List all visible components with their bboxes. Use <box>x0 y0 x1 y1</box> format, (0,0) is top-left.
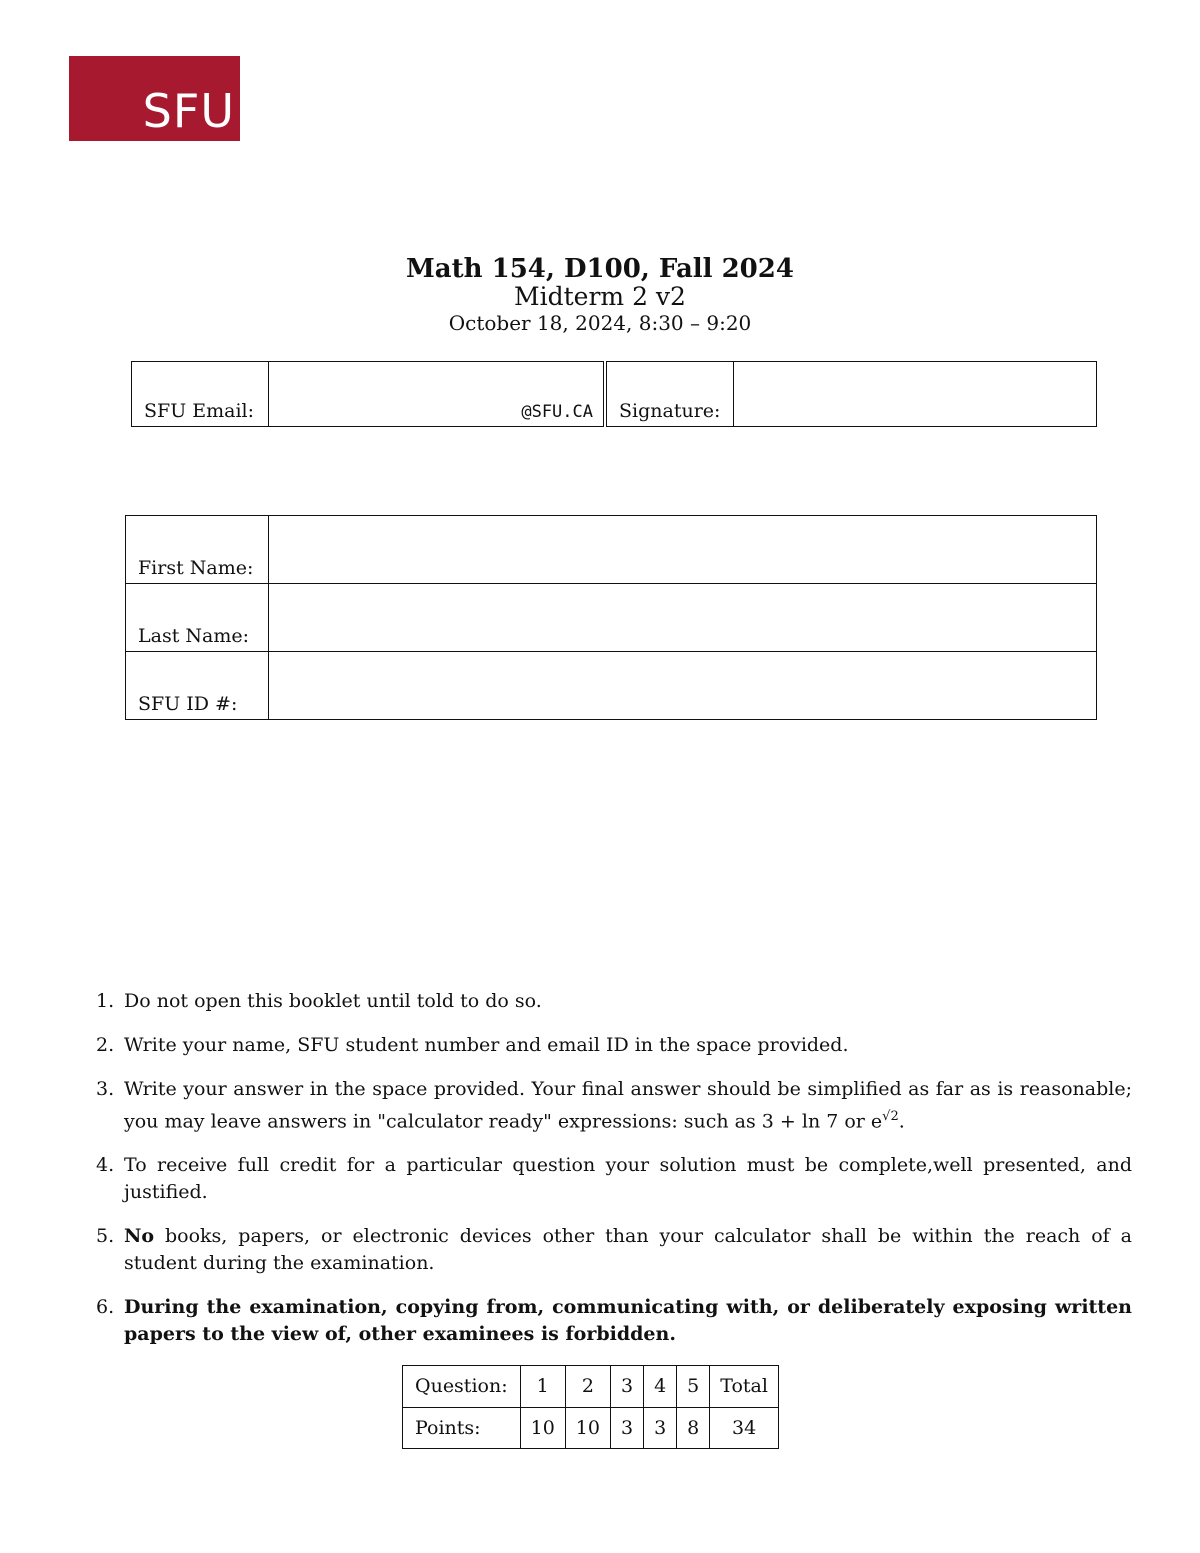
points-cell: 34 <box>710 1407 779 1449</box>
points-cell: 3 <box>610 1407 643 1449</box>
exam-datetime: October 18, 2024, 8:30 – 9:20 <box>448 311 752 335</box>
sfu-logo-text: SFU <box>142 84 235 138</box>
instruction-item <box>92 1076 1132 1135</box>
first-name-label: First Name: <box>126 516 269 584</box>
question-cell: Total <box>710 1366 779 1408</box>
student-info-table <box>125 515 1097 720</box>
course-title: Math 154, D100, Fall 2024 <box>406 254 794 284</box>
exam-title: Midterm 2 v2 <box>514 282 686 311</box>
instruction-superscript: √2 <box>882 1109 899 1124</box>
points-header: Points: <box>403 1407 521 1449</box>
question-cell: 3 <box>610 1366 643 1408</box>
sfu-id-label: SFU ID #: <box>126 652 269 720</box>
instruction-text: Do not open this booklet until told to do so. <box>124 990 542 1012</box>
sfu-id-field[interactable] <box>269 652 1097 720</box>
points-cell: 10 <box>565 1407 610 1449</box>
instructions-list <box>92 988 1132 1365</box>
email-suffix: @SFU.CA <box>521 402 593 422</box>
instruction-number: 5. <box>96 1225 115 1248</box>
instruction-text: books, papers, or electronic devices other than your calculator shall be within the reach of a student during the examination. <box>124 1225 1132 1275</box>
instruction-number: 4. <box>96 1154 115 1177</box>
question-cell: 2 <box>565 1366 610 1408</box>
instruction-text-end: . <box>898 1110 905 1133</box>
question-cell: 4 <box>644 1366 677 1408</box>
instruction-item <box>92 988 1132 1015</box>
instruction-text: Write your name, SFU student number and email ID in the space provided. <box>124 1034 849 1056</box>
question-cell: 1 <box>520 1366 565 1408</box>
email-signature-table <box>131 361 1097 427</box>
instruction-number: 2. <box>96 1034 115 1056</box>
points-row <box>403 1407 779 1449</box>
sfu-logo <box>69 56 240 141</box>
instruction-item <box>92 1223 1132 1277</box>
instruction-bold-lead: No <box>124 1225 155 1248</box>
instruction-number: 3. <box>96 1078 115 1100</box>
question-header: Question: <box>403 1366 521 1408</box>
instruction-number: 1. <box>96 990 115 1012</box>
points-cell: 10 <box>520 1407 565 1449</box>
points-cell: 8 <box>677 1407 710 1449</box>
first-name-field[interactable] <box>269 516 1097 584</box>
instruction-item <box>92 1152 1132 1206</box>
instruction-item <box>92 1294 1132 1348</box>
instruction-text: Write your answer in the space provided. Your final answer should be simplified as far as is reasonable; you may leave answers in "calculator ready" expressions: such as 3 + ln 7 or e <box>124 1078 1132 1133</box>
email-field[interactable] <box>269 362 604 427</box>
question-cell: 5 <box>677 1366 710 1408</box>
signature-field[interactable] <box>734 362 1097 427</box>
last-name-field[interactable] <box>269 584 1097 652</box>
question-row <box>403 1366 779 1408</box>
instruction-number: 6. <box>96 1296 115 1319</box>
email-label: SFU Email: <box>132 362 269 427</box>
instruction-item <box>92 1032 1132 1059</box>
instruction-text: During the examination, copying from, communicating with, or deliberately exposing written papers to the view of, other examinees is forbidden. <box>124 1296 1132 1346</box>
points-cell: 3 <box>644 1407 677 1449</box>
instruction-text: To receive full credit for a particular question your solution must be complete,well presented, and justified. <box>124 1154 1132 1204</box>
last-name-label: Last Name: <box>126 584 269 652</box>
signature-label: Signature: <box>607 362 734 427</box>
points-table <box>402 1365 779 1449</box>
title-block <box>0 254 1200 336</box>
